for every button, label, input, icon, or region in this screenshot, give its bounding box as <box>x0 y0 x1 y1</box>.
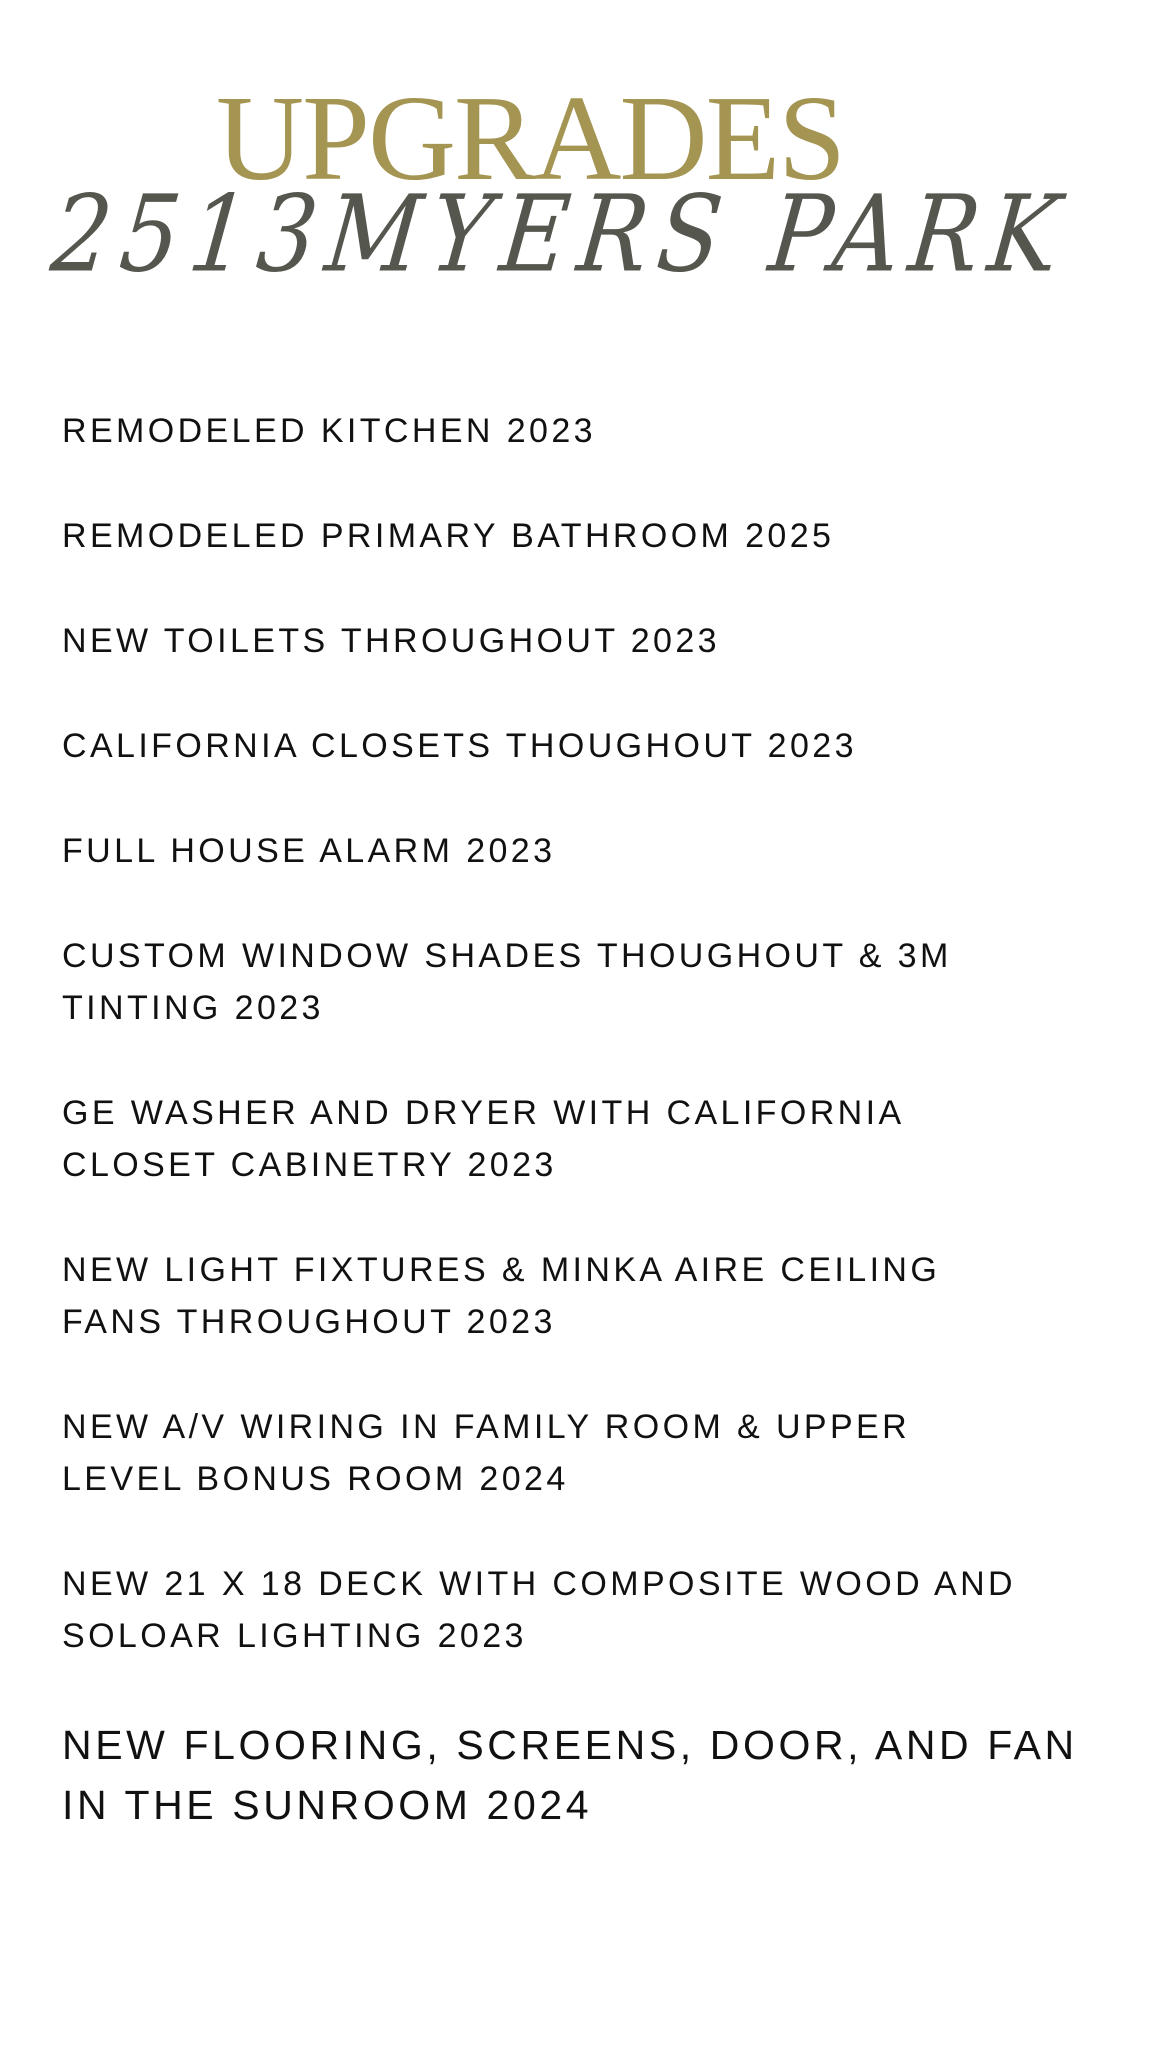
list-item: CALIFORNIA CLOSETS THOUGHOUT 2023 <box>62 727 857 765</box>
list-item: CUSTOM WINDOW SHADES THOUGHOUT & 3M TINTING 2023 <box>62 937 952 1027</box>
list-item: REMODELED PRIMARY BATHROOM 2025 <box>62 517 835 555</box>
list-item: GE WASHER AND DRYER WITH CALIFORNIA CLOSET CABINETRY 2023 <box>62 1094 905 1184</box>
upgrades-list <box>62 405 1122 1888</box>
list-item: NEW A/V WIRING IN FAMILY ROOM & UPPER LEVEL BONUS ROOM 2024 <box>62 1408 911 1498</box>
address-subtitle: 2513MYERS PARK <box>46 172 1075 296</box>
list-item: NEW FLOORING, SCREENS, DOOR, AND FAN IN THE SUNROOM 2024 <box>62 1722 1078 1828</box>
list-item: NEW TOILETS THROUGHOUT 2023 <box>62 622 720 660</box>
list-item: REMODELED KITCHEN 2023 <box>62 412 596 450</box>
list-item: FULL HOUSE ALARM 2023 <box>62 832 556 870</box>
header <box>0 0 1152 320</box>
page-title: UPGRADES <box>215 71 844 206</box>
list-item: NEW LIGHT FIXTURES & MINKA AIRE CEILING FANS THROUGHOUT 2023 <box>62 1251 941 1341</box>
list-item: NEW 21 X 18 DECK WITH COMPOSITE WOOD AND SOLOAR LIGHTING 2023 <box>62 1565 1016 1655</box>
